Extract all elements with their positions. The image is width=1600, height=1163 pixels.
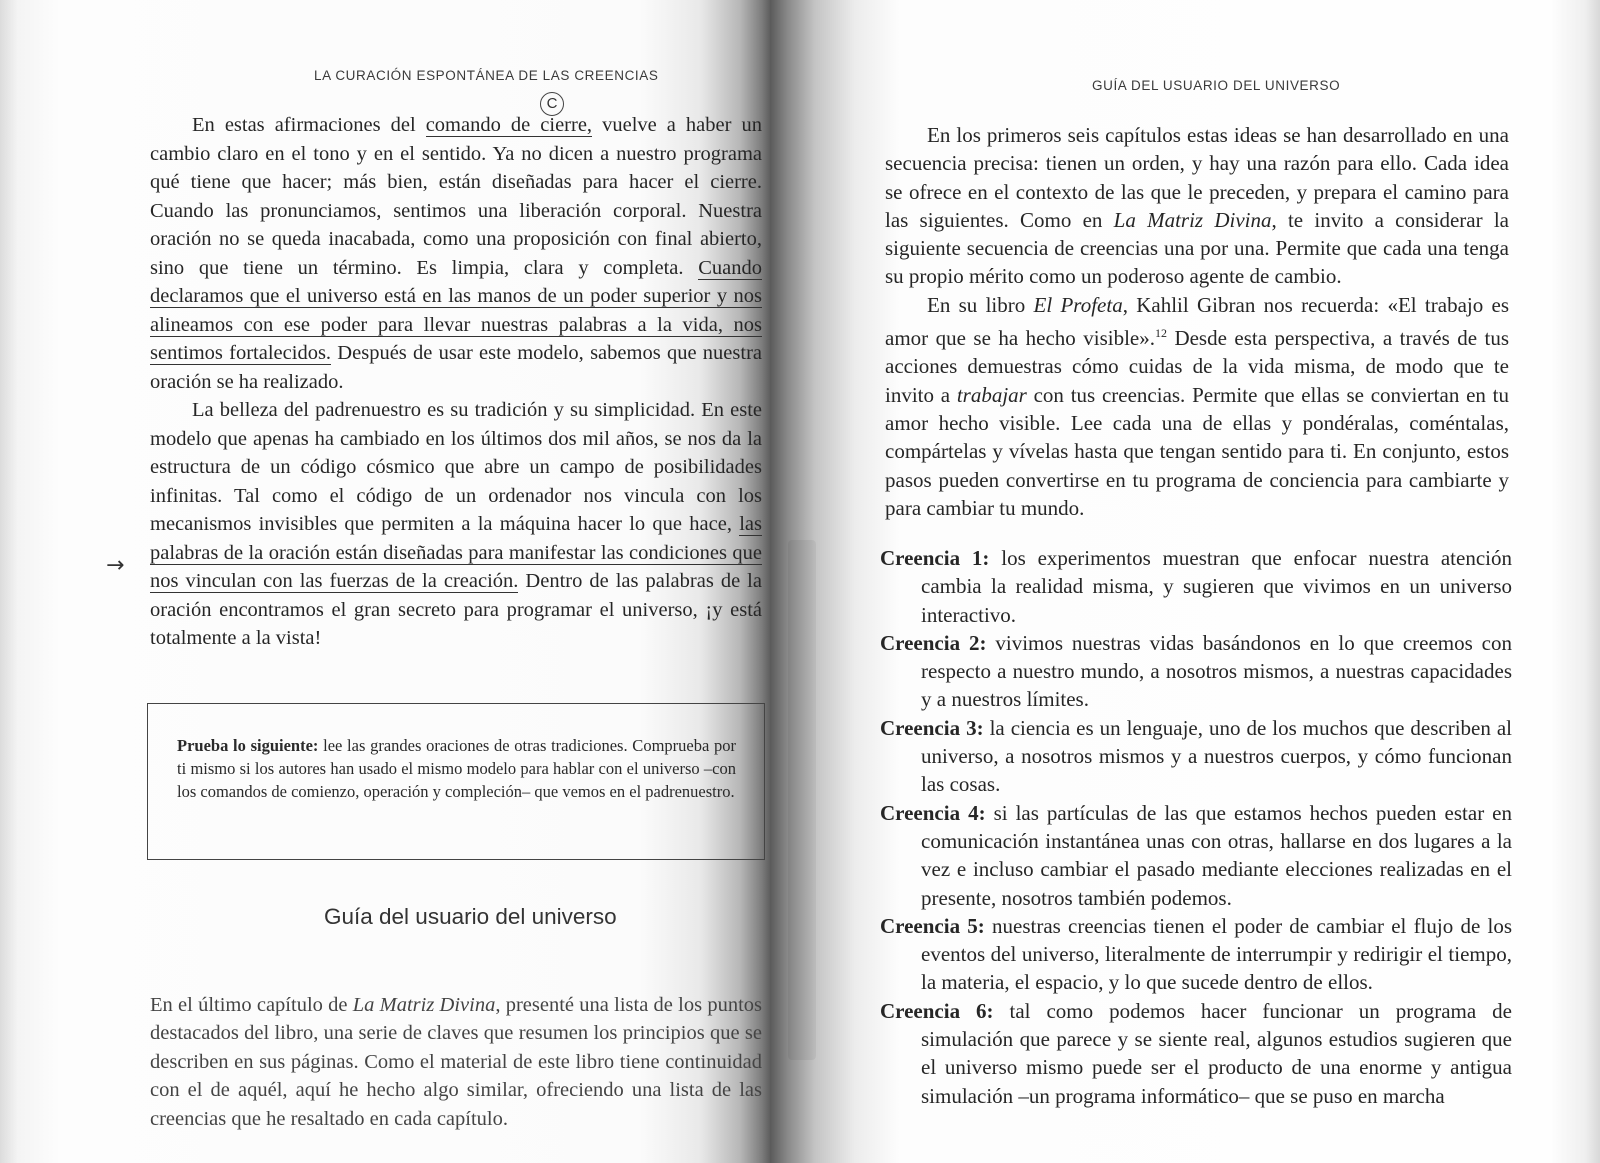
text-run: Dentro de las palabras de la oración encontramos el gran secreto para programar el universo, ¡y está totalmente a la vista! [150, 570, 762, 649]
belief-text: nuestras creencias tienen el poder de cambiar el flujo de los eventos del universo, literalmente de interrumpir y redirigir el tiempo, la materia, el espacio, y lo que sucede dentro de ellos. [921, 913, 1512, 995]
paragraph-six-chapters [885, 121, 1509, 291]
belief-text: vivimos nuestras vidas basándonos en lo que creemos con respecto a nuestro mundo, a nosotros mismos, a nuestras capacidades y a nuestros límites. [921, 630, 1512, 712]
paragraph-closing-command [150, 111, 762, 396]
section-title: Guía del usuario del universo [324, 904, 617, 929]
footnote-marker: 12 [1154, 326, 1167, 341]
text-run: En el último capítulo de [150, 993, 353, 1016]
paragraph-lords-prayer [150, 396, 762, 653]
underlined-phrase: comando de cierre, [425, 114, 593, 136]
try-this-box [147, 703, 765, 860]
beliefs-list [880, 544, 1512, 1110]
belief-item [880, 544, 1512, 629]
text-run: Después de usar este modelo, sabemos que nuestra oración se ha realizado. [150, 342, 762, 393]
underlined-passage: las palabras de la oración están diseñadas para manifestar las condiciones que nos vinculan con las fuerzas de la creación. [150, 513, 762, 592]
emphasis-italic: trabajar [956, 382, 1027, 407]
bleed-through-shadow [788, 540, 816, 1060]
text-run: En su libro [927, 292, 1034, 317]
text-run: En estas afirmaciones del [192, 114, 426, 136]
belief-item [880, 912, 1512, 997]
try-box-label: Prueba lo siguiente: [177, 736, 319, 755]
belief-label: Creencia 2: [880, 630, 987, 655]
belief-item [880, 997, 1512, 1110]
handwritten-circle-c-annotation: C [540, 92, 564, 116]
belief-label: Creencia 5: [880, 913, 985, 938]
paragraph-last-chapter [150, 991, 762, 1134]
belief-item [880, 714, 1512, 799]
paragraph-gibran [885, 291, 1509, 522]
right-body-text [885, 121, 1509, 522]
belief-item [880, 629, 1512, 714]
text-run: con tus creencias. Permite que ellas se conviertan en tu amor hecho visible. Lee cada una de ellas y pondéralas, coméntalas, compártelas y vívelas hasta que tengan sentido para ti. En conjunto, estos pasos pueden convertirse en tu programa de conciencia para cambiarte y para cambiar tu mundo. [885, 382, 1510, 520]
belief-label: Creencia 1: [880, 546, 990, 570]
left-running-head: LA CURACIÓN ESPONTÁNEA DE LAS CREENCIAS [314, 68, 659, 83]
text-run: Desde esta perspectiva, a través de tus acciones demuestras cómo cuidas de la vida misma, de modo que te invito a [885, 326, 1509, 407]
underlined-passage: Cuando declaramos que el universo está en las manos de un poder superior y nos alineamos con ese poder para llevar nuestras palabras a la vida, nos sentimos fortalecidos. [150, 256, 762, 364]
text-run: vuelve a haber un cambio claro en el tono y en el sentido. Ya no dicen a nuestro programa qué tiene que hacer; más bien, están diseñadas para hacer el cierre. Cuando las pronunciamos, sentimos una liberación corporal. Nuestra oración no se queda inacabada, como una proposición con final abierto, sino que tiene un término. Es limpia, clara y completa. [150, 114, 762, 279]
right-running-head: GUÍA DEL USUARIO DEL UNIVERSO [1092, 78, 1341, 93]
belief-text: los experimentos muestran que enfocar nuestra atención cambia la realidad misma, y sugieren que vivimos en un universo interactivo. [921, 546, 1512, 627]
left-body-text [150, 111, 762, 653]
text-run: , te invito a considerar la siguiente secuencia de creencias una por una. Permite que cada una tenga su propio mérito como un poderoso agente de cambio. [885, 207, 1509, 289]
left-page [0, 0, 770, 1163]
try-box-text: lee las grandes oraciones de otras tradiciones. Comprueba por ti mismo si los autores han usado el mismo modelo para hablar con el universo –con los comandos de comienzo, operación y compleción– que vemos en el padrenuestro. [177, 736, 736, 801]
belief-label: Creencia 4: [880, 800, 986, 825]
belief-label: Creencia 6: [880, 998, 994, 1023]
belief-label: Creencia 3: [880, 715, 984, 740]
text-run: En los primeros seis capítulos estas ideas se han desarrollado en una secuencia precisa: tienen un orden, y hay una razón para ello. Cada idea se ofrece en el contexto de las que le preceden, y prepara el camino para las siguientes. Como en [885, 123, 1509, 232]
belief-item [880, 799, 1512, 912]
text-run: , Kahlil Gibran nos recuerda: «El trabajo es amor que se ha hecho visible». [885, 292, 1510, 351]
left-body-text-continued [150, 970, 762, 1154]
book-title-italic: El Profeta [1033, 292, 1123, 317]
belief-text: tal como podemos hacer funcionar un programa de simulación que parece y se siente real, algunos estudios sugieren que el universo mismo puede ser el producto de una enorme y antigua simulación –un programa informático– que se puso en marcha [921, 998, 1512, 1108]
belief-text: si las partículas de las que estamos hechos pueden estar en comunicación instantánea unas con otras, hallarse en dos lugares a la vez e incluso cambiar el pasado mediante elecciones realizadas en el presente, nosotros también podemos. [921, 800, 1513, 910]
text-run: , presenté una lista de los puntos destacados del libro, una serie de claves que resumen los principios que se describen en sus páginas. Como el material de este libro tiene continuidad con el de aquél, aquí he hecho algo similar, ofreciendo una lista de las creencias que he resaltado en cada capítulo. [150, 993, 762, 1130]
handwritten-arrow-annotation: → [106, 553, 125, 578]
belief-text: la ciencia es un lenguaje, uno de los muchos que describen al universo, a nosotros mismos y a nuestros cuerpos, y cómo funcionan las cosas. [921, 715, 1513, 797]
book-title-italic: La Matriz Divina [1113, 207, 1272, 232]
book-title-italic: La Matriz Divina [352, 993, 496, 1016]
text-run: La belleza del padrenuestro es su tradición y su simplicidad. En este modelo que apenas ha cambiado en los últimos dos mil años, se nos da la estructura de un código cósmico que abre un campo de posibilidades infinitas. Tal como el código de un ordenador nos vincula con los mecanismos invisibles que permiten a la máquina hacer lo que hace, [150, 399, 762, 535]
